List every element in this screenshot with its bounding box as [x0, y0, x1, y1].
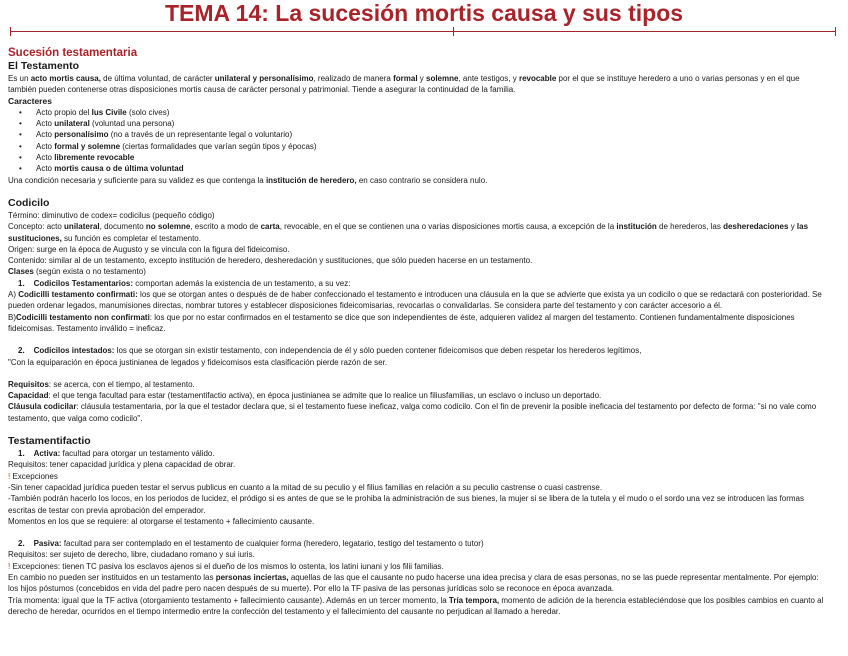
list-item: • Acto mortis causa o de última voluntad	[36, 163, 830, 174]
codicilo-contenido: Contenido: similar al de un testamento, excepto institución de heredero, desheredación y sustituciones, que sólo pueden hacerse en un testamento.	[8, 256, 533, 266]
tf-activa: 1. Activa: facultad para otorgar un testamento válido.	[18, 449, 215, 459]
list-item: • Acto propio del Ius Civile (solo cives)	[36, 107, 830, 118]
rule-tick-middle	[453, 27, 454, 36]
title-rule	[10, 31, 836, 32]
caracteres-heading: Caracteres	[8, 95, 52, 106]
tf-excepcion-1: -Sin tener capacidad jurídica pueden testar el servus publicus en cuanto a la mitad de su peculio y el filius familias en relación a su peculio castrense o cuasi castrense.	[8, 482, 603, 492]
codicilo-capacidad: Capacidad: el que tenga facultad para estar (testamentifactio activa), en época justinianea se admite que lo realice un filiusfamilias, un esclavo o incluso un deportado.	[8, 391, 602, 401]
section-heading: Sucesión testamentaria	[8, 47, 138, 59]
list-item: • Acto libremente revocable	[36, 152, 830, 163]
list-item: • Acto personalísimo (no a través de un representante legal o voluntario)	[36, 129, 830, 140]
testamento-definition: Es un acto mortis causa, de última voluntad, de carácter unilateral y personalísimo, realizado de manera formal y solemne, ante testigos, y revocable por el que se instituye heredero a uno o varias personas y en el que también pueden contenerse otras disposiciones mortis causa de carácter personal y patrimonial. Tiende a asegurar la continuidad de la familia.	[8, 74, 800, 95]
rule-tick-right	[835, 27, 836, 36]
list-item: • Acto unilateral (voluntad una persona)	[36, 118, 830, 129]
codicilo-clase-1: 1. Codicilos Testamentarios: comportan además la existencia de un testamento, a su vez:	[18, 278, 351, 288]
exclamation-icon: !	[8, 471, 11, 481]
codicilo-clases: Clases (según exista o no testamento)	[8, 267, 146, 277]
tf-pasiva: 2. Pasiva: facultad para ser contemplado en el testamento de cualquier forma (heredero, legatario, testigo del testamento o tutor)	[18, 539, 484, 549]
codicilo-requisitos: Requisitos: se acerca, con el tiempo, al testamento.	[8, 379, 195, 389]
tf-excepcion-2: -También podrán hacerlo los locos, en los periodos de lucidez, el pródigo si es antes de que se le prohiba la administración de sus bienes, la mujer si se libera de la tutela y el mudo o el sordo una vez se introducen las formas escritas de testar con previa aprobación del emperador.	[8, 494, 805, 515]
codicilo-clase-b: B)Codicilli testamento non confirmati: los que por no estar confirmados en el testamento se dice que son independientes de éste, adquieren validez al margen del testamento. Contienen fundamentalmente disposiciones fideicomisas. Testamento inválido = ineficaz.	[8, 312, 795, 333]
tf-momentos: Momentos en los que se requiere: al otorgarse el testamento + fallecimiento causante.	[8, 516, 315, 526]
tf-tria-momenta: Tría momenta: igual que la TF activa (otorgamiento testamento + fallecimiento causante). Además en un tercer momento, la Tría tempora, momento de adición de la herencia estableciéndose que los posibles cambios en cuanto al derecho de heredar, ocurridos en el tiempo intermedio entre la confección del testamento y el fallecimiento del causante no perjudican al llamado a heredar.	[8, 595, 824, 616]
rule-tick-left	[10, 27, 11, 36]
testamento-heading: El Testamento	[8, 60, 79, 72]
caracteres-list	[8, 107, 830, 175]
tf-personas-inciertas: En cambio no pueden ser instituidos en un testamento las personas inciertas, aquellas de las que el causante no pudo hacerse una idea precisa y clara de esas personas, no se las puede representar mentalmente. Por ejemplo: los hijos póstumos (concebidos en vida del padre pero nacen después de su muerte). Por ello la TF pasiva de las personas jurídicas solo se reconoce en época avanzada.	[8, 572, 819, 594]
codicilo-quote: "Con la equiparación en época justinianea de legados y fideicomisos esta clasificación pierde razón de ser.	[8, 357, 388, 367]
exclamation-icon: !	[8, 561, 11, 571]
codicilo-heading: Codicilo	[8, 196, 50, 209]
codicilo-termino: Término: diminutivo de codex= codicilus (pequeño código)	[8, 210, 215, 220]
testamentifactio-heading: Testamentifactio	[8, 435, 91, 448]
tf-pasiva-requisitos: Requisitos: ser sujeto de derecho, libre, ciudadano romano y sui iuris.	[8, 550, 255, 560]
codicilo-origen: Origen: surge en la época de Augusto y se vincula con la figura del fideicomiso.	[8, 244, 290, 254]
tf-pasiva-excepciones: ! Excepciones: tienen TC pasiva los esclavos ajenos si el dueño de los mismos lo ostenta, los latini iunani y los filii familias.	[8, 561, 444, 571]
tf-excepciones: ! Excepciones	[8, 471, 58, 481]
document-body	[8, 46, 830, 617]
list-item: • Acto formal y solemne (ciertas formalidades que varían según tipos y épocas)	[36, 141, 830, 152]
codicilo-concepto: Concepto: acto unilateral, documento no solemne, escrito a modo de carta, revocable, en el que se contienen una o varias disposiciones mortis causa, a excepción de la institución de herederos, las desheredaciones y las sustituciones, su función es completar el testamento.	[8, 222, 809, 243]
codicilo-clausula: Cláusula codicilar: cláusula testamentaria, por la que el testador declara que, si el testamento fuese ineficaz, valga como codicilo. Con el fin de prevenir la posible ineficacia del testamento por defecto de forma: "si no vale como testamento, que valga como codicilo".	[8, 402, 817, 423]
codicilo-clase-2: 2. Codicilos intestados: los que se otorgan sin existir testamento, con independencia de él y sólo pueden contener fideicomisos que deben respetar los herederos legítimos,	[18, 346, 642, 356]
codicilo-clase-a: A) Codicilli testamento confirmati: los que se otorgan antes o después de de haber confeccionado el testamento e introducen una cláusula en la que se advierte que exista ya un codicilo o que se redactará con posterioridad. Se pueden ordenar legados, manumisiones directas, nombrar tutores y establecer disposiciones fideicomisarias, revocarlas o convalidarlas. Se considera parte del testamento y con carácter accesorio a él.	[8, 290, 822, 311]
condicion-text: Una condición necesaria y suficiente para su validez es que contenga la institución de heredero, en caso contrario se considera nulo.	[8, 175, 488, 185]
page-title: TEMA 14: La sucesión mortis causa y sus tipos	[164, 0, 684, 26]
tf-activa-requisitos: Requisitos: tener capacidad jurídica y plena capacidad de obrar.	[8, 460, 236, 470]
